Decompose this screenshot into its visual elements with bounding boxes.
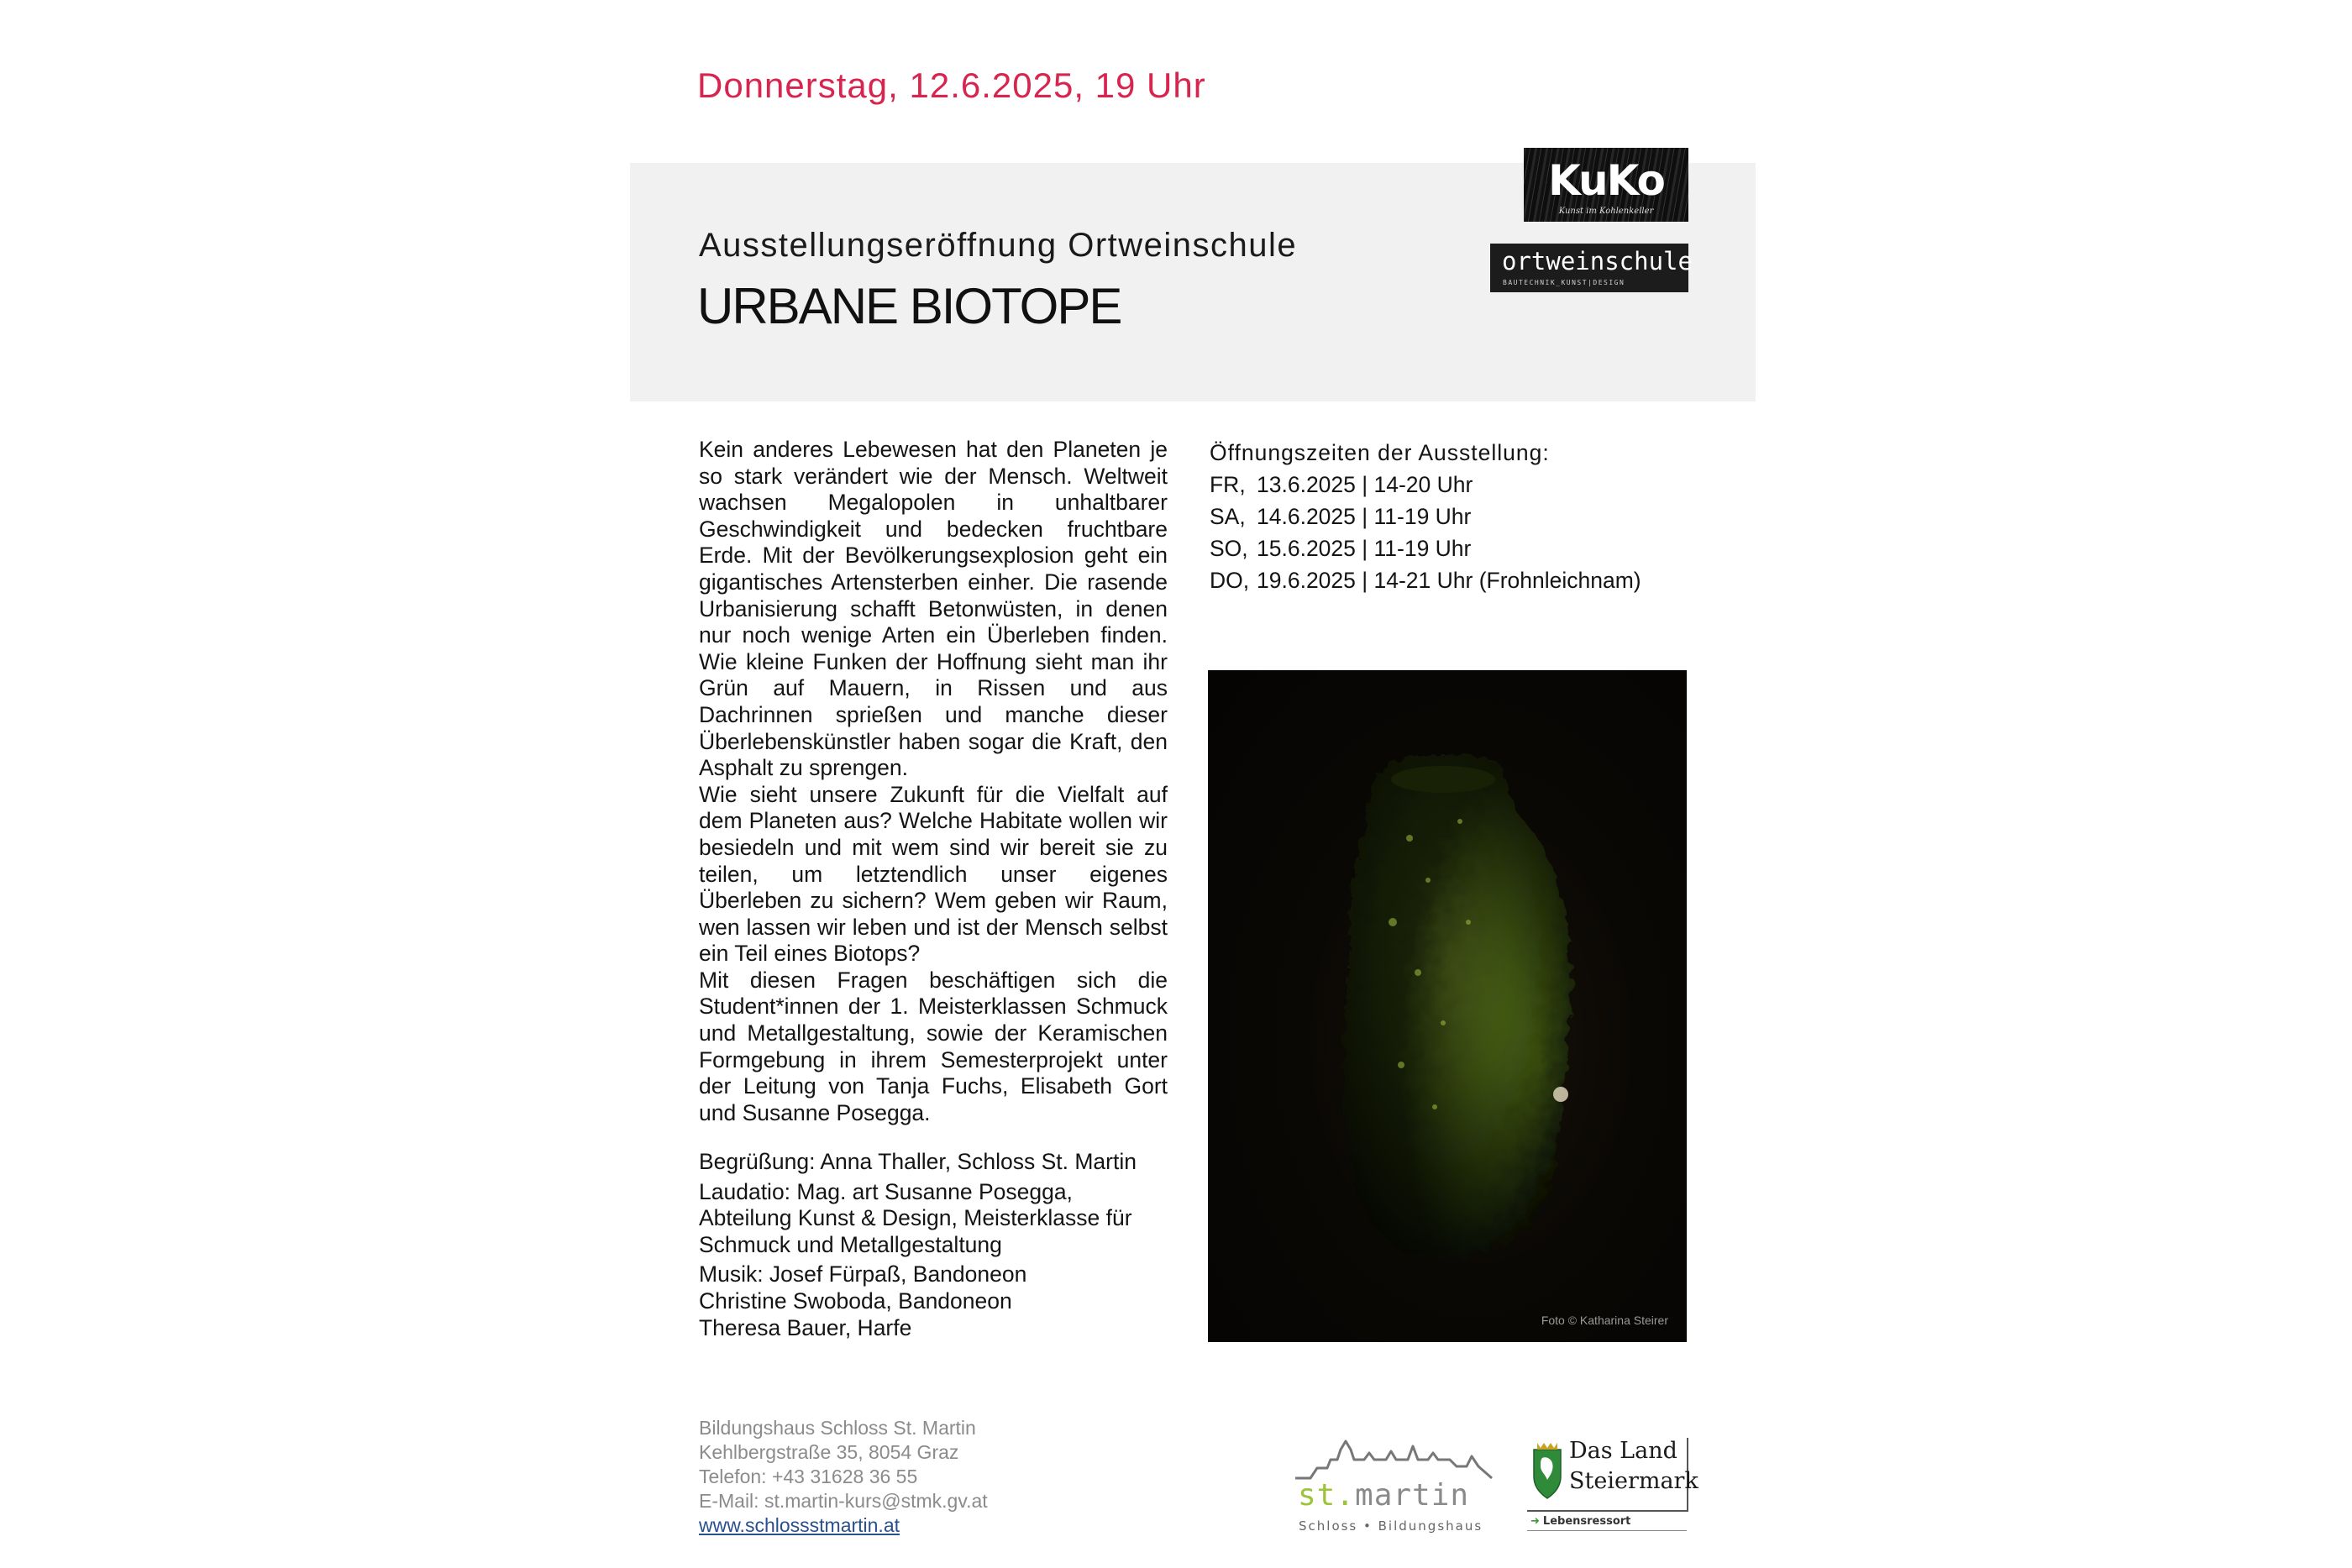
- kuko-logo: [1524, 148, 1688, 222]
- st-martin-st: st.: [1298, 1478, 1356, 1513]
- event-subtitle: Ausstellungseröffnung Ortweinschule: [699, 227, 1298, 264]
- welcome-line: Begrüßung: Anna Thaller, Schloss St. Martin: [699, 1149, 1137, 1174]
- footer-phone: Telefon: +43 31628 36 55: [699, 1466, 918, 1487]
- opening-hours: [1210, 437, 1730, 596]
- description-paragraph-1: Kein anderes Lebewesen hat den Planeten je so stark verändert wie der Mensch. Weltweit wachsen Megalopolen in unhaltbarer Geschwindigkeit und bedecken fruchtbare Erde. Mit der Bevölkerungsexplosion geht ein gigantisches Artensterben einher. Die rasende Urbanisierung schafft Betonwüsten, in denen nur noch wenige Arten ein Überleben finden. Wie kleine Funken der Hoffnung sieht man ihr Grün auf Mauern, in Rissen und aus Dachrinnen sprießen und manche dieser Überlebenskünstler haben sogar die Kraft, den Asphalt zu sprengen.: [699, 437, 1168, 781]
- kuko-logo-text: KuKo: [1548, 156, 1664, 205]
- opening-time: 14.6.2025 | 11-19 Uhr: [1257, 504, 1472, 529]
- st-martin-subtitle: Schloss • Bildungshaus: [1299, 1518, 1483, 1534]
- steiermark-subtitle-text: Lebensressort: [1542, 1515, 1631, 1528]
- opening-day: SO,: [1210, 536, 1248, 561]
- opening-time: 13.6.2025 | 14-20 Uhr: [1257, 472, 1473, 497]
- laudatio-line-1: Laudatio: Mag. art Susanne Posegga,: [699, 1178, 1073, 1204]
- opening-time: 15.6.2025 | 11-19 Uhr: [1257, 536, 1472, 561]
- music-line-3: Theresa Bauer, Harfe: [699, 1314, 912, 1340]
- opening-hours-row: [1210, 469, 1730, 501]
- opening-day: FR,: [1210, 472, 1246, 497]
- laudatio-line-2: Abteilung Kunst & Design, Meisterklasse für: [699, 1205, 1132, 1231]
- styrian-coat-of-arms-icon: [1529, 1441, 1566, 1500]
- contact-footer: [699, 1416, 988, 1538]
- laudatio-block: [699, 1179, 1169, 1259]
- arrow-right-icon: ➜: [1530, 1515, 1540, 1528]
- opening-hours-title: Öffnungszeiten der Ausstellung:: [1210, 440, 1550, 465]
- ortweinschule-logo-name: ortweinschule: [1502, 247, 1693, 275]
- steiermark-subtitle: [1530, 1515, 1630, 1528]
- music-block: [699, 1261, 1169, 1341]
- description-paragraph-3: Mit diesen Fragen beschäftigen sich die Student*innen der 1. Meisterklassen Schmuck und Metallgestaltung, sowie der Keramischen Formgebung in ihrem Semesterprojekt unter der Leitung von Tanja Fuchs, Elisabeth Gort und Susanne Posegga.: [699, 967, 1168, 1125]
- exhibition-title: URBANE BIOTOPE: [697, 278, 1121, 334]
- moss-vase-illustration: [1208, 670, 1687, 1342]
- footer-street: Kehlbergstraße 35, 8054 Graz: [699, 1441, 959, 1463]
- st-martin-wordmark: [1298, 1478, 1469, 1513]
- opening-day: SA,: [1210, 504, 1246, 529]
- event-date: Donnerstag, 12.6.2025, 19 Uhr: [697, 66, 1206, 105]
- footer-email: E-Mail: st.martin-kurs@stmk.gv.at: [699, 1490, 988, 1512]
- steiermark-line-1: Das Land: [1569, 1438, 1677, 1464]
- steiermark-line-2: Steiermark: [1569, 1468, 1698, 1494]
- welcome-block: [699, 1149, 1169, 1176]
- steiermark-divider: [1527, 1530, 1687, 1531]
- description-text: [699, 437, 1168, 1126]
- st-martin-logo: [1294, 1434, 1495, 1537]
- kuko-logo-subtext: Kunst im Kohlenkeller: [1558, 207, 1654, 216]
- st-martin-martin: martin: [1355, 1478, 1470, 1513]
- opening-hours-row: [1210, 501, 1730, 532]
- ortweinschule-logo: [1490, 244, 1693, 292]
- ortweinschule-logo-subtext: BAUTECHNIK_KUNST|DESIGN: [1503, 279, 1625, 286]
- castle-skyline-icon: [1294, 1434, 1495, 1485]
- steiermark-logo: [1527, 1438, 1698, 1532]
- opening-hours-row: [1210, 532, 1730, 564]
- moss-sculpture-photo: [1208, 670, 1687, 1342]
- music-line-2: Christine Swoboda, Bandoneon: [699, 1287, 1012, 1314]
- opening-time: 19.6.2025 | 14-21 Uhr (Frohnleichnam): [1257, 568, 1641, 593]
- website-link[interactable]: www.schlossstmartin.at: [699, 1514, 900, 1536]
- laudatio-line-3: Schmuck und Metallgestaltung: [699, 1231, 1002, 1257]
- footer-org: Bildungshaus Schloss St. Martin: [699, 1417, 976, 1439]
- program-credits: [699, 1149, 1169, 1345]
- opening-hours-row: [1210, 564, 1730, 596]
- photo-credit: Foto © Katharina Steirer: [1541, 1314, 1668, 1327]
- music-line-1: Musik: Josef Fürpaß, Bandoneon: [699, 1261, 1027, 1287]
- description-paragraph-2: Wie sieht unsere Zukunft für die Vielfalt auf dem Planeten aus? Welche Habitate wollen wir besiedeln und mit wem sind wir bereit sie zu teilen, um letztendlich unser eigenes Überleben zu sichern? Wem geben wir Raum, wen lassen wir leben und ist der Mensch selbst ein Teil eines Biotops?: [699, 781, 1168, 967]
- opening-day: DO,: [1210, 568, 1250, 593]
